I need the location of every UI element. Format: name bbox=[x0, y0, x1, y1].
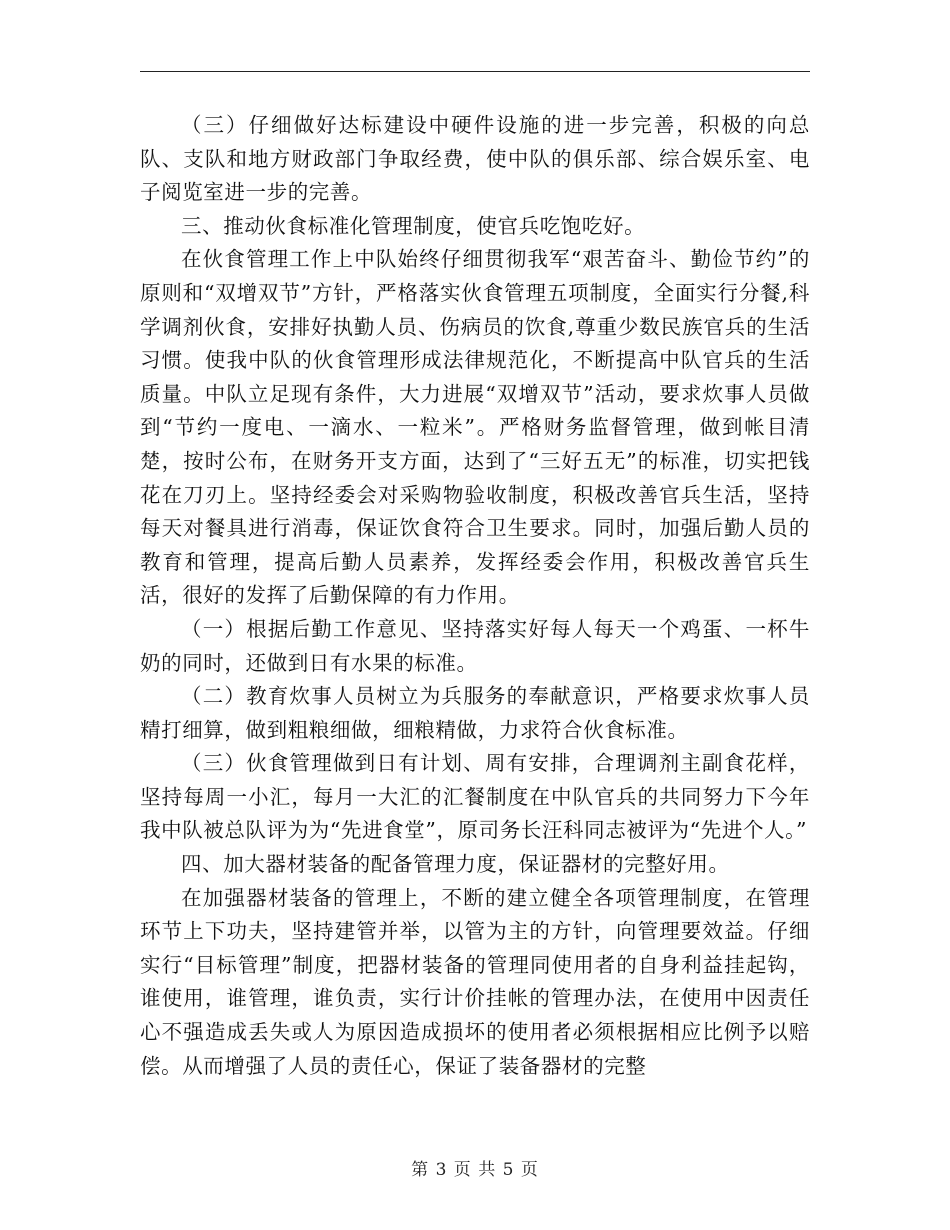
page-number-label: 第 3 页 共 5 页 bbox=[411, 1160, 539, 1180]
header-rule bbox=[140, 71, 810, 72]
page-footer bbox=[0, 1155, 950, 1180]
paragraph-meal-planning: （三）伙食管理做到日有计划、周有安排，合理调剂主副食花样，坚持每周一小汇，每月一大汇的汇餐制度在中队官兵的共同努力下今年我中队被总队评为为“先进食堂”，原司务长汪科同志被评为“先进个人。” bbox=[140, 751, 810, 843]
paragraph-food-management: 在伙食管理工作上中队始终仔细贯彻我军“艰苦奋斗、勤俭节约”的原则和“双增双节”方针，严格落实伙食管理五项制度，全面实行分餐,科学调剂伙食，安排好执勤人员、伤病员的饮食,尊重少数民族官兵的生活习惯。使我中队的伙食管理形成法律规范化，不断提高中队官兵的生活质量。中队立足现有条件，大力进展“双增双节”活动，要求炊事人员做到“节约一度电、一滴水、一粒米”。严格财务监督管理，做到帐目清楚，按时公布，在财务开支方面，达到了“三好五无”的标准，切实把钱花在刀刃上。坚持经委会对采购物验收制度，积极改善官兵生活，坚持每天对餐具进行消毒，保证饮食符合卫生要求。同时，加强后勤人员的教育和管理，提高后勤人员素养，发挥经委会作用，积极改善官兵生活，很好的发挥了后勤保障的有力作用。 bbox=[140, 247, 810, 608]
section-heading-food-management: 三、推动伙食标准化管理制度，使官兵吃饱吃好。 bbox=[181, 213, 646, 238]
paragraph-equipment-management: 在加强器材装备的管理上，不断的建立健全各项管理制度，在管理环节上下功夫，坚持建管并举，以管为主的方针，向管理要效益。仔细实行“目标管理”制度，把器材装备的管理同使用者的自身利益挂起钩，谁使用，谁管理，谁负责，实行计价挂帐的管理办法，在使用中因责任心不强造成丢失或人为原因造成损坏的使用者必须根据相应比例予以赔偿。从而增强了人员的责任心，保证了装备器材的完整 bbox=[140, 885, 810, 1078]
paragraph-eggs-milk-fruit: （一）根据后勤工作意见、坚持落实好每人每天一个鸡蛋、一杯牛奶的同时，还做到日有水果的标准。 bbox=[140, 616, 810, 675]
paragraph-cook-education: （二）教育炊事人员树立为兵服务的奉献意识，严格要求炊事人员精打细算，做到粗粮细做，细粮精做，力求符合伙食标准。 bbox=[140, 684, 810, 742]
paragraph-hardware-facilities: （三）仔细做好达标建设中硬件设施的进一步完善，积极的向总队、支队和地方财政部门争取经费，使中队的俱乐部、综合娱乐室、电子阅览室进一步的完善。 bbox=[140, 113, 810, 205]
section-heading-equipment: 四、加大器材装备的配备管理力度，保证器材的完整好用。 bbox=[181, 852, 730, 877]
document-body bbox=[140, 109, 810, 1083]
